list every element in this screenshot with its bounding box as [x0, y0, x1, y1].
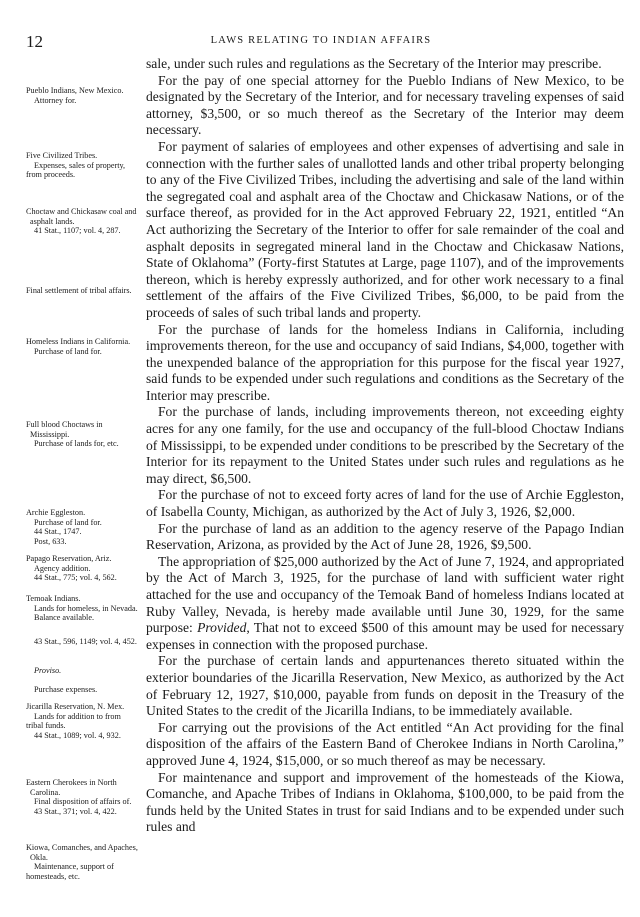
margin-note-jicarilla [26, 702, 140, 740]
page-header [26, 32, 616, 52]
page-number: 12 [26, 32, 43, 51]
margin-note-line: Jicarilla Reservation, N. Mex. [26, 702, 125, 711]
margin-note-five-civilized-tribes [26, 151, 140, 180]
margin-note-line: Expenses, sales of property, from proceeds. [26, 160, 126, 180]
margin-note-line: Eastern Cherokees in North Carolina. [26, 778, 117, 797]
margin-note-line: 44 Stat., 1747. [34, 527, 82, 537]
margin-note-line: Homeless Indians in California. [26, 337, 131, 346]
margin-note-line: 44 Stat., 775; vol. 4, 562. [34, 573, 117, 583]
margin-note-choctaws-mississippi [26, 420, 140, 449]
margin-note-line: Archie Eggleston. [26, 508, 86, 517]
margin-note-line: Balance available. [34, 613, 95, 623]
margin-note-line: Purchase expenses. [34, 685, 98, 694]
paragraph-9: For carrying out the provisions of the Act entitled “An Act providing for the final disposition of the affairs of the Eastern Band of Cherokee Indians in North Carolina,” approved June 4, 1924, $15,000, or so much thereof as may be necessary. [146, 719, 624, 768]
paragraph-1: For the pay of one special attorney for the Pueblo Indians of New Mexico, to be designated by the Secretary of the Interior, and for necessary traveling expenses of said attorney, $3,500, or so much thereof as the Secretary of the Interior may deem necessary. [146, 72, 624, 138]
margin-note-purchase-expenses [26, 685, 140, 695]
margin-note-proviso [26, 666, 140, 676]
margin-note-line: 41 Stat., 1107; vol. 4, 287. [34, 226, 121, 236]
margin-note-line: Purchase of land for. [34, 346, 102, 356]
margin-note-homeless-california [26, 337, 140, 356]
margin-note-line: Final disposition of affairs of. [34, 797, 132, 807]
margin-note-line: Post, 633. [34, 536, 67, 546]
margin-note-line: Purchase of lands for, etc. [34, 439, 119, 449]
margin-note-temoak [26, 594, 140, 623]
margin-note-final-settlement [26, 286, 140, 296]
proviso-keyword: Provided [197, 620, 247, 636]
margin-note-line: Purchase of land for. [34, 517, 102, 527]
margin-note-line: Maintenance, support of homesteads, etc. [26, 862, 114, 881]
margin-note-line: Papago Reservation, Ariz. [26, 554, 112, 563]
margin-note-line: 43 Stat., 596, 1149; vol. 4, 452. [34, 637, 137, 646]
margin-note-line: Kiowa, Comanches, and Apaches, Okla. [26, 843, 138, 862]
paragraph-10: For maintenance and support and improvement of the homesteads of the Kiowa, Comanche, and Apache Tribes of Indians in Oklahoma, $100,000, to be paid from the funds held by the United States in trust for said Indians and to be expended under such rules and [146, 769, 624, 835]
margin-note-pueblo [26, 86, 140, 105]
paragraph-7: The appropriation of $25,000 authorized by the Act of June 7, 1924, and appropriated by the Act of March 3, 1925, for the purchase of land with sufficient water right attached for the use and occupancy of the Temoak Band of homeless Indians located at Ruby Valley, Nevada, is hereby made available until June 30, 1929, for the same purpose: Provided, That not to exceed $500 of this amount may be used for necessary expenses in connection with the proposed purchase. [146, 553, 624, 652]
margin-note-choctaw-chickasaw [26, 207, 140, 236]
running-title: LAWS RELATING TO INDIAN AFFAIRS [210, 35, 432, 46]
margin-note-line: Attorney for. [34, 95, 77, 105]
margin-note-line: Lands for addition to from tribal funds. [26, 711, 121, 731]
margin-note-papago [26, 554, 140, 583]
margin-note-archie-eggleston [26, 508, 140, 546]
margin-note-line: Five Civilized Tribes. [26, 151, 98, 160]
margin-note-line: Agency addition. [34, 563, 91, 573]
margin-note-stat-43 [26, 637, 140, 647]
margin-note-line: Lands for homeless, in Nevada. [34, 603, 138, 613]
margin-note-eastern-cherokees [26, 778, 140, 816]
margin-note-line: Pueblo Indians, New Mexico. [26, 86, 124, 95]
paragraph-0: sale, under such rules and regulations as the Secretary of the Interior may prescribe. [146, 56, 602, 71]
margin-note-line: 43 Stat., 371; vol. 4, 422. [34, 806, 117, 816]
margin-note-line: Proviso. [34, 666, 62, 675]
margin-note-line: Final settlement of tribal affairs. [26, 286, 132, 295]
margin-note-kiowa [26, 843, 140, 881]
paragraph-5: For the purchase of not to exceed forty acres of land for the use of Archie Eggleston, of Isabella County, Michigan, as authorized by the Act of July 3, 1926, $2,000. [146, 487, 624, 520]
margin-note-line: Full blood Choctaws in Mississippi. [26, 420, 103, 439]
margin-note-line: Temoak Indians. [26, 594, 81, 603]
paragraph-3: For the purchase of lands for the homeless Indians in California, including improvements thereon, for the use and occupancy of said Indians, $4,000, together with the unexpended balance of the appropriation for this purpose for the fiscal year 1927, said funds to be expended under such regulations and conditions as the Secretary of the Interior may prescribe. [146, 321, 624, 403]
main-text-column [146, 56, 624, 836]
margin-note-line: Choctaw and Chickasaw coal and asphalt lands. [26, 207, 137, 226]
margin-note-line: 44 Stat., 1089; vol. 4, 932. [34, 730, 121, 740]
paragraph-4: For the purchase of lands, including improvements thereon, not exceeding eighty acres for any one family, for the use and occupancy of the full-blood Choctaw Indians of Mississippi, to be expended under conditions to be prescribed by the Secretary of the Interior for its repayment to the United States under such rules and regulations as he may direct, $6,500. [146, 404, 624, 486]
paragraph-8: For the purchase of certain lands and appurtenances thereto situated within the exterior boundaries of the Jicarilla Reservation, New Mexico, as authorized by the Act of February 12, 1927, $10,000, payable from funds on deposit in the Treasury of the United States to the credit of the Jicarilla Indians, to be immediately available. [146, 653, 624, 719]
paragraph-6: For the purchase of land as an addition to the agency reserve of the Papago Indian Reservation, Arizona, as provided by the Act of June 28, 1926, $9,500. [146, 520, 624, 553]
paragraph-2: For payment of salaries of employees and other expenses of advertising and sale in connection with the further sales of unallotted lands and other tribal property belonging to any of the Five Civilized Tribes, including the advertising and sale of the land within the segregated coal and asphalt area of the Choctaw and Chickasaw Nations, or of the surface thereof, as provided for in the Act approved February 22, 1921, entitled “An Act authorizing the Secretary of the Interior to offer for sale remainder of the coal and asphalt deposits in segregated mineral land in the Choctaw and Chickasaw Nations, State of Oklahoma” (Forty-first Statutes at Large, page 1107), and of the improvements thereon, which is hereby expressly authorized, and for other work necessary to a final settlement of the affairs of the Five Civilized Tribes, $6,000, to be paid from the proceeds of sales of such tribal lands and property. [146, 138, 624, 320]
